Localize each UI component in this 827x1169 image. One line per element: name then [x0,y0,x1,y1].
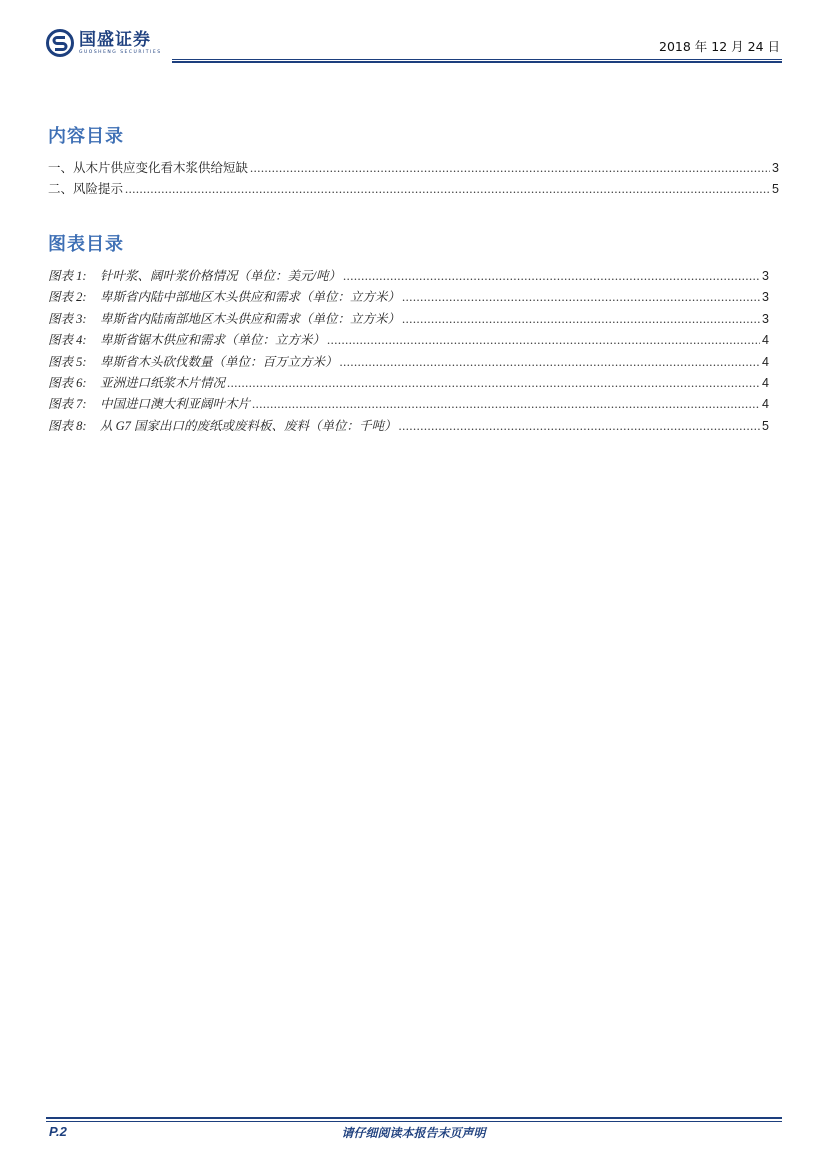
figure-entry-title: 从 G7 国家出口的废纸或废料板、废料（单位：千吨） [100,418,397,433]
figure-entry-prefix: 图表 3: [48,311,87,326]
figure-entry[interactable] [48,266,769,287]
dot-leader [252,397,760,412]
page-ref: 4 [762,375,769,390]
figure-entry-label [48,330,325,348]
contents-title: 内容目录 [48,126,124,147]
figure-entry-title: 亚洲进口纸浆木片情况 [100,375,226,390]
page-ref: 3 [772,161,779,175]
dot-leader [399,419,761,434]
figure-entry-prefix: 图表 1: [48,269,87,283]
report-date: 2018 年 12 月 24 日 [659,39,780,54]
figure-entry-label [48,309,400,327]
figure-entry-prefix: 图表 5: [48,354,87,369]
figure-entry-prefix: 图表 8: [48,418,87,433]
figure-entry[interactable] [48,352,769,373]
figure-entry[interactable] [48,416,769,437]
page-header [46,22,782,62]
figure-entry-label [48,416,397,434]
figure-entry-label [48,352,338,370]
figure-entry[interactable] [48,394,769,415]
figure-entry-label [48,373,225,391]
figure-entry-title: 卑斯省木头砍伐数量（单位：百万立方米） [100,354,338,369]
figure-entry[interactable] [48,330,769,351]
figure-entry-title: 卑斯省内陆南部地区木头供应和需求（单位：立方米） [100,311,401,326]
page-number: P.2 [49,1124,67,1139]
contents-list [48,158,779,201]
figure-entry[interactable] [48,373,769,394]
page-ref: 4 [762,333,769,348]
figure-entry-title: 卑斯省内陆中部地区木头供应和需求（单位：立方米） [100,290,401,305]
figure-entry-prefix: 图表 6: [48,375,87,390]
footer-disclaimer: 请仔细阅读本报告末页声明 [341,1126,486,1140]
figure-entry-title: 针叶浆、阔叶浆价格情况（单位：美元/吨） [100,269,341,283]
header-divider-thick [172,61,782,63]
dot-leader [402,290,760,305]
dot-leader [402,312,760,327]
figure-entry-prefix: 图表 7: [48,397,87,412]
header-divider [172,59,782,60]
toc-entry[interactable] [48,179,779,200]
figure-entry-label [48,394,250,412]
page-ref: 5 [772,182,779,197]
figure-entry-label [48,287,400,305]
logo-text: 国盛证券 [79,30,151,50]
figure-entry[interactable] [48,287,769,308]
page-ref: 4 [762,397,769,412]
figure-entry[interactable] [48,309,769,330]
figure-entry-prefix: 图表 2: [48,290,87,305]
page-ref: 3 [762,269,769,283]
figure-entry-prefix: 图表 4: [48,333,87,348]
toc-entry[interactable] [48,158,779,179]
footer-divider-thick [46,1117,782,1119]
page-ref: 3 [762,311,769,326]
dot-leader [125,182,770,197]
dot-leader [340,355,761,370]
dot-leader [343,269,760,284]
toc-entry-label: 一、从木片供应变化看木浆供给短缺 [48,161,249,175]
page-ref: 4 [762,354,769,369]
figure-entry-title: 中国进口澳大利亚阔叶木片 [100,397,251,412]
logo-subtext: GUOSHENG SECURITIES [79,50,162,55]
page-ref: 3 [762,290,769,305]
footer-divider [46,1121,782,1122]
page-ref: 5 [762,418,769,433]
company-logo [46,26,162,60]
guosheng-logo-icon [46,29,74,57]
dot-leader [250,161,770,176]
figures-list [48,266,769,437]
figures-title: 图表目录 [48,234,124,255]
figure-entry-title: 卑斯省锯木供应和需求（单位：立方米） [100,333,326,348]
dot-leader [227,376,760,391]
dot-leader [327,333,760,348]
toc-entry-label: 二、风险提示 [48,182,124,197]
figure-entry-label [48,266,341,284]
